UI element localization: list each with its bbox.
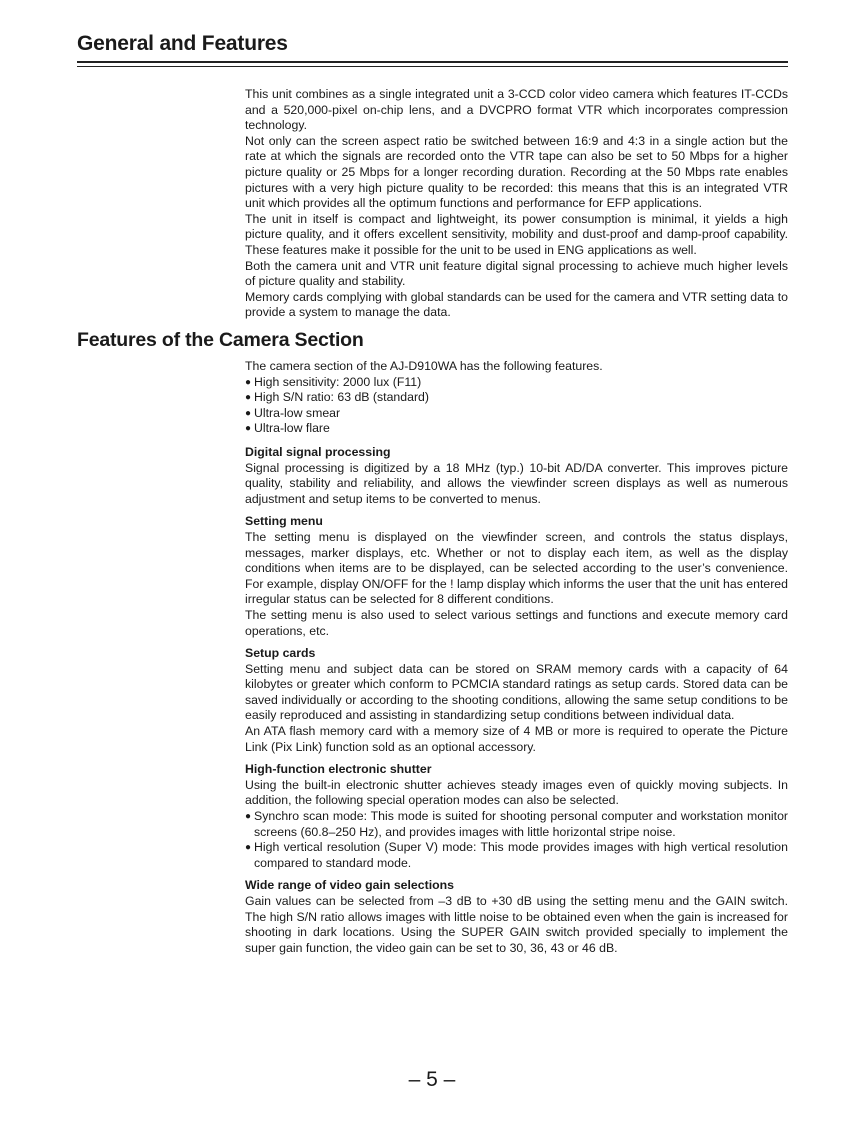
list-item-text: High vertical resolution (Super V) mode: This mode provides images with high vertical resolution compared to standard mode. xyxy=(254,840,788,870)
subsection-text: Using the built-in electronic shutter achieves steady images even of quickly moving subjects. In addition, the following special operation modes can also be selected. xyxy=(245,777,788,808)
section-title: Features of the Camera Section xyxy=(77,329,364,351)
subsection-heading: Setup cards xyxy=(245,646,316,661)
bullet-icon: ● xyxy=(245,376,252,388)
subsection-text: Gain values can be selected from –3 dB to +30 dB using the setting menu and the GAIN switch. The high S/N ratio allows images with little noise to be obtained even when the gain is increased for shooting in dark locations. Using the SUPER GAIN switch provided specially to implement the super gain function, the video gain can be set to 30, 36, 43 or 46 dB. xyxy=(245,894,788,955)
subsection-heading: High-function electronic shutter xyxy=(245,762,432,777)
list-item xyxy=(245,375,788,391)
camera-section xyxy=(245,359,788,956)
list-item-text: Ultra-low flare xyxy=(254,421,330,436)
camera-lead: The camera section of the AJ-D910WA has the following features. xyxy=(245,359,603,373)
intro-paragraph: Both the camera unit and VTR unit feature digital signal processing to achieve much higher levels of picture quality and stability. xyxy=(245,258,788,289)
header-rule-thin xyxy=(77,66,788,67)
list-item-text: High S/N ratio: 63 dB (standard) xyxy=(254,390,429,405)
subsection-heading: Digital signal processing xyxy=(245,444,391,459)
subsection-text: The setting menu is displayed on the viewfinder screen, and controls the status displays, messages, marker displays, etc. Whether or not to display each item, as well as the display conditions when items are to be displayed, can be selected according to the user’s convenience. For example, display ON/OFF for the ! lamp display which informs the user that the unit has entered irregular status can be selected for 8 different conditions. xyxy=(245,529,788,607)
list-item xyxy=(245,809,788,840)
list-item xyxy=(245,390,788,406)
intro-section xyxy=(245,87,788,321)
bullet-icon: ● xyxy=(245,392,252,404)
subsection-text: The setting menu is also used to select various settings and functions and execute memory card operations, etc. xyxy=(245,607,788,638)
bullet-icon: ● xyxy=(245,407,252,419)
list-item-text: High sensitivity: 2000 lux (F11) xyxy=(254,374,422,389)
bullet-icon: ● xyxy=(245,811,252,823)
list-item-text: Ultra-low smear xyxy=(254,405,341,420)
intro-paragraph: Memory cards complying with global standards can be used for the camera and VTR setting data to provide a system to manage the data. xyxy=(245,289,788,320)
bullet-icon: ● xyxy=(245,842,252,854)
intro-paragraph: This unit combines as a single integrated unit a 3-CCD color video camera which features IT-CCDs and a 520,000-pixel on-chip lens, and a DVCPRO format VTR which incorporates compression technology. xyxy=(245,87,788,133)
feature-list xyxy=(245,375,788,437)
subsection-heading: Setting menu xyxy=(245,514,323,529)
subsection-heading: Wide range of video gain selections xyxy=(245,878,454,893)
list-item-text: Synchro scan mode: This mode is suited for shooting personal computer and workstation monitor screens (60.8–250 Hz), and provides images with little horizontal stripe noise. xyxy=(254,809,788,839)
subsection-text: Setting menu and subject data can be stored on SRAM memory cards with a capacity of 64 kilobytes or greater which conform to PCMCIA standard ratings as setup cards. Stored data can be saved individually or according to the shooting conditions, allowing the same setup conditions to be easily reproduced and assisting in standardizing setup conditions between individual data. xyxy=(245,661,788,723)
page-title: General and Features xyxy=(77,32,288,55)
list-item xyxy=(245,840,788,871)
subsection-text: Signal processing is digitized by a 18 MHz (typ.) 10-bit AD/DA converter. This improves picture quality, stability and reliability, and allows the viewfinder screen displays as well as numerous adjustment and setup items to be converted to menus. xyxy=(245,460,788,506)
bullet-icon: ● xyxy=(245,423,252,435)
list-item xyxy=(245,406,788,422)
list-item xyxy=(245,421,788,437)
subsection-text: An ATA flash memory card with a memory size of 4 MB or more is required to operate the Picture Link (Pix Link) function sold as an optional accessory. xyxy=(245,724,788,754)
intro-paragraph: The unit in itself is compact and lightweight, its power consumption is minimal, it yields a high picture quality, and it offers excellent sensitivity, mobility and dust-proof and damp-proof capability. These features make it possible for the unit to be used in ENG applications as well. xyxy=(245,211,788,257)
page-number: – 5 – xyxy=(408,1068,456,1091)
header-rule-thick xyxy=(77,61,788,63)
intro-paragraph: Not only can the screen aspect ratio be switched between 16:9 and 4:3 in a single action but the rate at which the signals are recorded onto the VTR tape can also be set to 50 Mbps for a higher picture quality or 25 Mbps for a longer recording duration. Recording at the 50 Mbps rate enables pictures with a very high picture quality to be recorded: this means that this is an integrated VTR unit which provides all the optimum functions and performance for EFP applications. xyxy=(245,133,788,211)
